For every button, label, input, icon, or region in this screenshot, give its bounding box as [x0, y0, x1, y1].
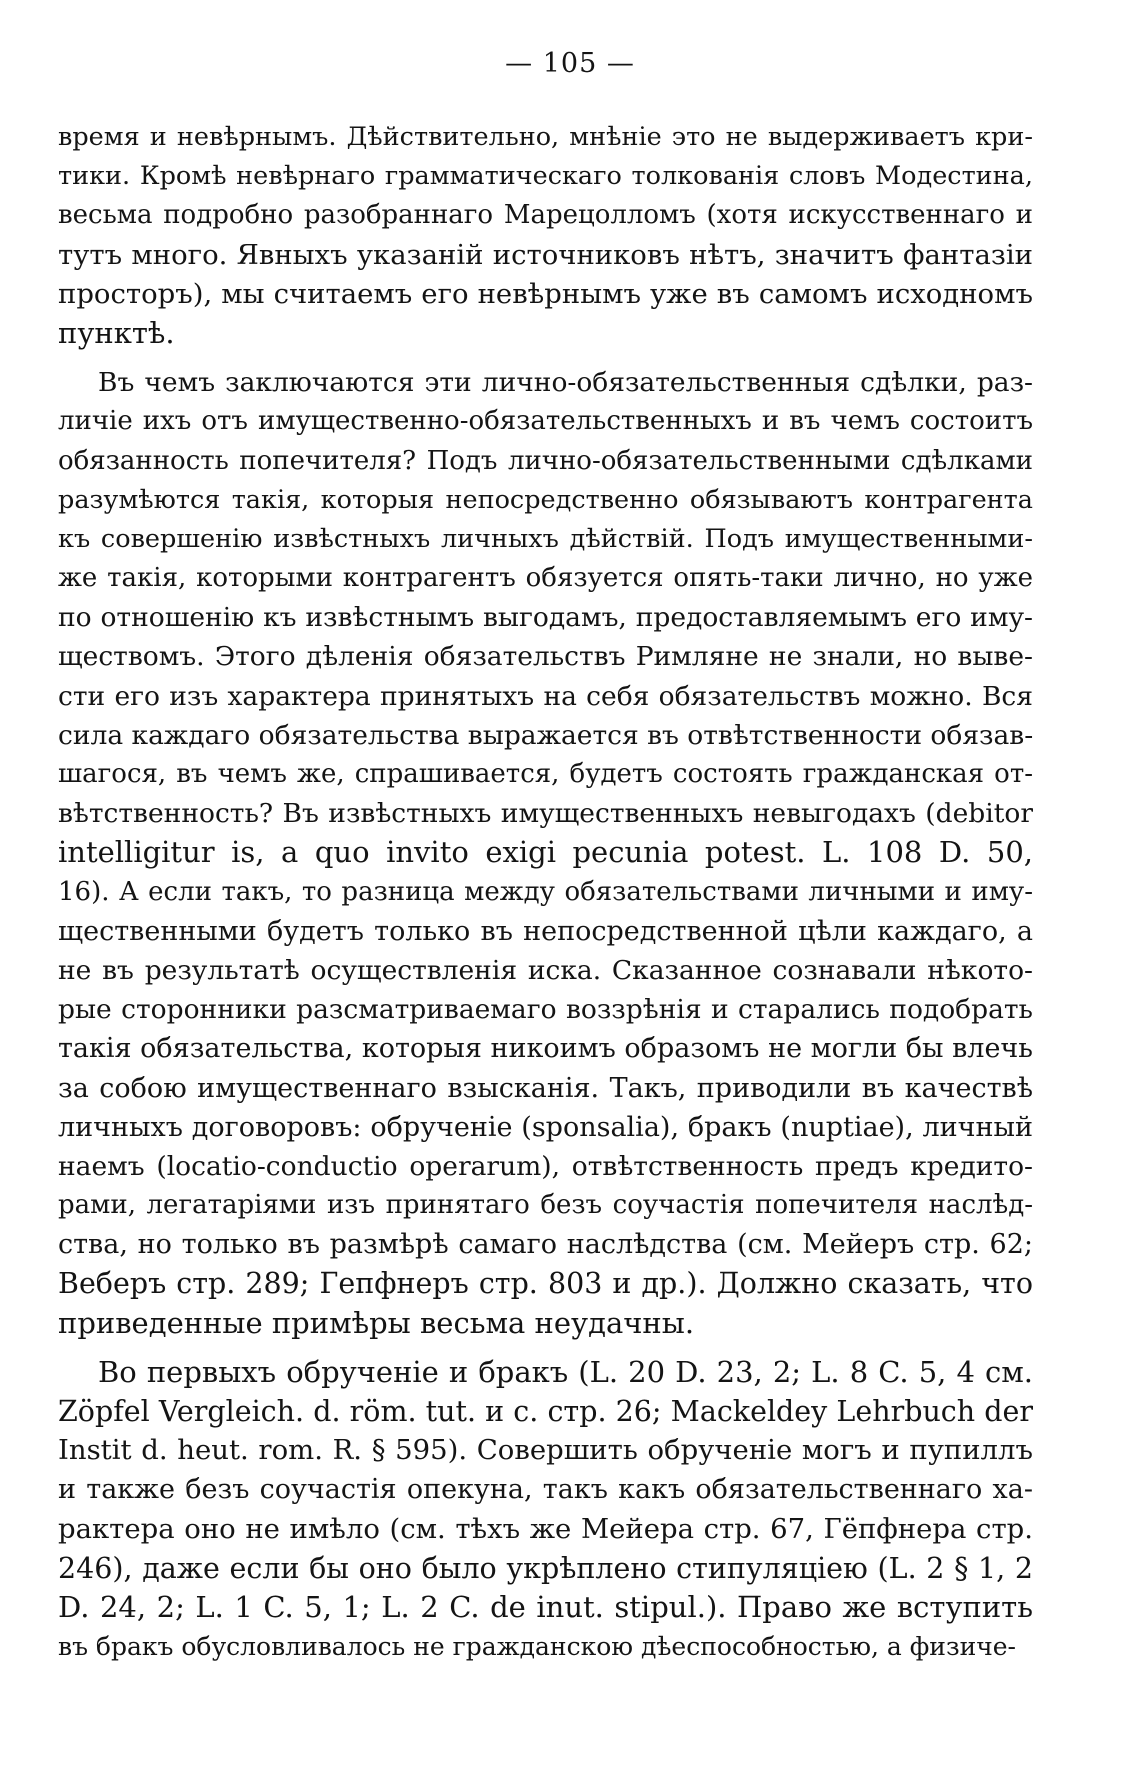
text-line: рые сторонники разсматриваемаго воззрѣнія и старались подобрать	[58, 994, 1033, 1026]
text-line: личіе ихъ отъ имущественно-обязательственныхъ и въ чемъ состоитъ	[58, 406, 1033, 437]
text-line: такія обязательства, которыя никоимъ образомъ не могли бы влечь	[58, 1033, 1033, 1065]
text-line: обязанность попечителя? Подъ лично-обязательственными сдѣлками	[58, 445, 1033, 476]
text-line: просторъ), мы считаемъ его невѣрнымъ уже въ самомъ исходномъ	[58, 277, 1033, 310]
text-line: же такія, которыми контрагентъ обязуется опять-таки лично, но уже	[58, 563, 1033, 594]
text-line: intelligitur is, a quo invito exigi pecunia potest. L. 108 D. 50,	[58, 835, 1033, 870]
text-line: и также безъ соучастія опекуна, такъ какъ обязательственнаго ха-	[58, 1474, 1033, 1506]
text-line: тики. Кромѣ невѣрнаго грамматическаго толкованія словъ Модестина,	[58, 161, 1033, 192]
text-line: наемъ (locatio-conductio operarum), отвѣтственность предъ кредито-	[58, 1150, 1033, 1182]
text-line: Въ чемъ заключаются эти лично-обязательственныя сдѣлки, раз-	[98, 367, 1033, 399]
text-line: Instit d. heut. rom. R. § 595). Совершить обрученіе могъ и пупиллъ	[58, 1434, 1033, 1467]
text-line: за собою имущественнаго взысканія. Такъ, приводили въ качествѣ	[58, 1072, 1033, 1104]
text-column	[58, 118, 1033, 1666]
text-line: шагося, въ чемъ же, спрашивается, будетъ состоять гражданская от-	[58, 759, 1033, 789]
paragraph-3	[58, 1353, 1033, 1667]
text-line: время и невѣрнымъ. Дѣйствительно, мнѣніе это не выдерживаетъ кри-	[58, 122, 1033, 152]
text-line: не въ результатѣ осуществленія иска. Сказанное сознавали нѣкото-	[58, 954, 1033, 986]
text-line: по отношенію къ извѣстнымъ выгодамъ, предоставляемымъ его иму-	[58, 602, 1033, 634]
text-line: ществомъ. Этого дѣленія обязательствъ Римляне не знали, но выве-	[58, 641, 1033, 673]
text-line: Zöpfel Vergleich. d. röm. tut. и c. стр. 26; Mackeldey Lehrbuch der	[58, 1395, 1033, 1428]
text-line: личныхъ договоровъ: обрученіе (sponsalia), бракъ (nuptiae), личный	[58, 1111, 1033, 1143]
text-line: разумѣются такія, которыя непосредственно обязываютъ контрагента	[58, 484, 1033, 515]
text-line: рами, легатаріями изъ принятаго безъ соучастія попечителя наслѣд-	[58, 1190, 1033, 1221]
paragraph-2	[58, 363, 1033, 1343]
page-number: — 105 —	[505, 48, 635, 79]
text-line: 246), даже если бы оно было укрѣплено стипуляціею (L. 2 § 1, 2	[58, 1551, 1033, 1585]
text-line: щественными будетъ только въ непосредственной цѣли каждаго, а	[58, 915, 1033, 947]
text-line: 16). А если такъ, то разница между обязательствами личными и иму-	[58, 876, 1033, 907]
text-line: къ совершенію извѣстныхъ личныхъ дѣйствій. Подъ имущественными-	[58, 523, 1033, 554]
text-line: вѣтственность? Въ извѣстныхъ имущественныхъ невыгодахъ (debitor	[58, 798, 1033, 830]
text-line: весьма подробно разобраннаго Марецолломъ (хотя искусственнаго и	[58, 200, 1033, 231]
text-line: сти его изъ характера принятыхъ на себя обязательствъ можно. Вся	[58, 680, 1033, 712]
text-line: ства, но только въ размѣрѣ самаго наслѣдства (см. Мейеръ стр. 62;	[58, 1229, 1033, 1261]
text-line: въ бракъ обусловливалось не гражданскою дѣеспособностью, а физиче-	[58, 1632, 1017, 1662]
text-line: Во первыхъ обрученіе и бракъ (L. 20 D. 23, 2; L. 8 C. 5, 4 см.	[98, 1354, 1033, 1389]
text-line: тутъ много. Явныхъ указаній источниковъ нѣтъ, значитъ фантазіи	[58, 238, 1033, 271]
text-line: рактера оно не имѣло (см. тѣхъ же Мейера стр. 67, Гёпфнера стр.	[58, 1512, 1033, 1545]
text-line: сила каждаго обязательства выражается въ отвѣтственности обязав-	[58, 719, 1033, 751]
paragraph-1	[58, 118, 1033, 353]
text-line: Веберъ стр. 289; Гепфнеръ стр. 803 и др.). Должно сказать, что	[58, 1267, 1033, 1301]
text-line: D. 24, 2; L. 1 C. 5, 1; L. 2 C. de inut. stipul.). Право же вступить	[58, 1589, 1033, 1624]
text-line: приведенные примѣры весьма неудачны.	[58, 1305, 695, 1340]
text-line: пунктѣ.	[58, 315, 175, 350]
